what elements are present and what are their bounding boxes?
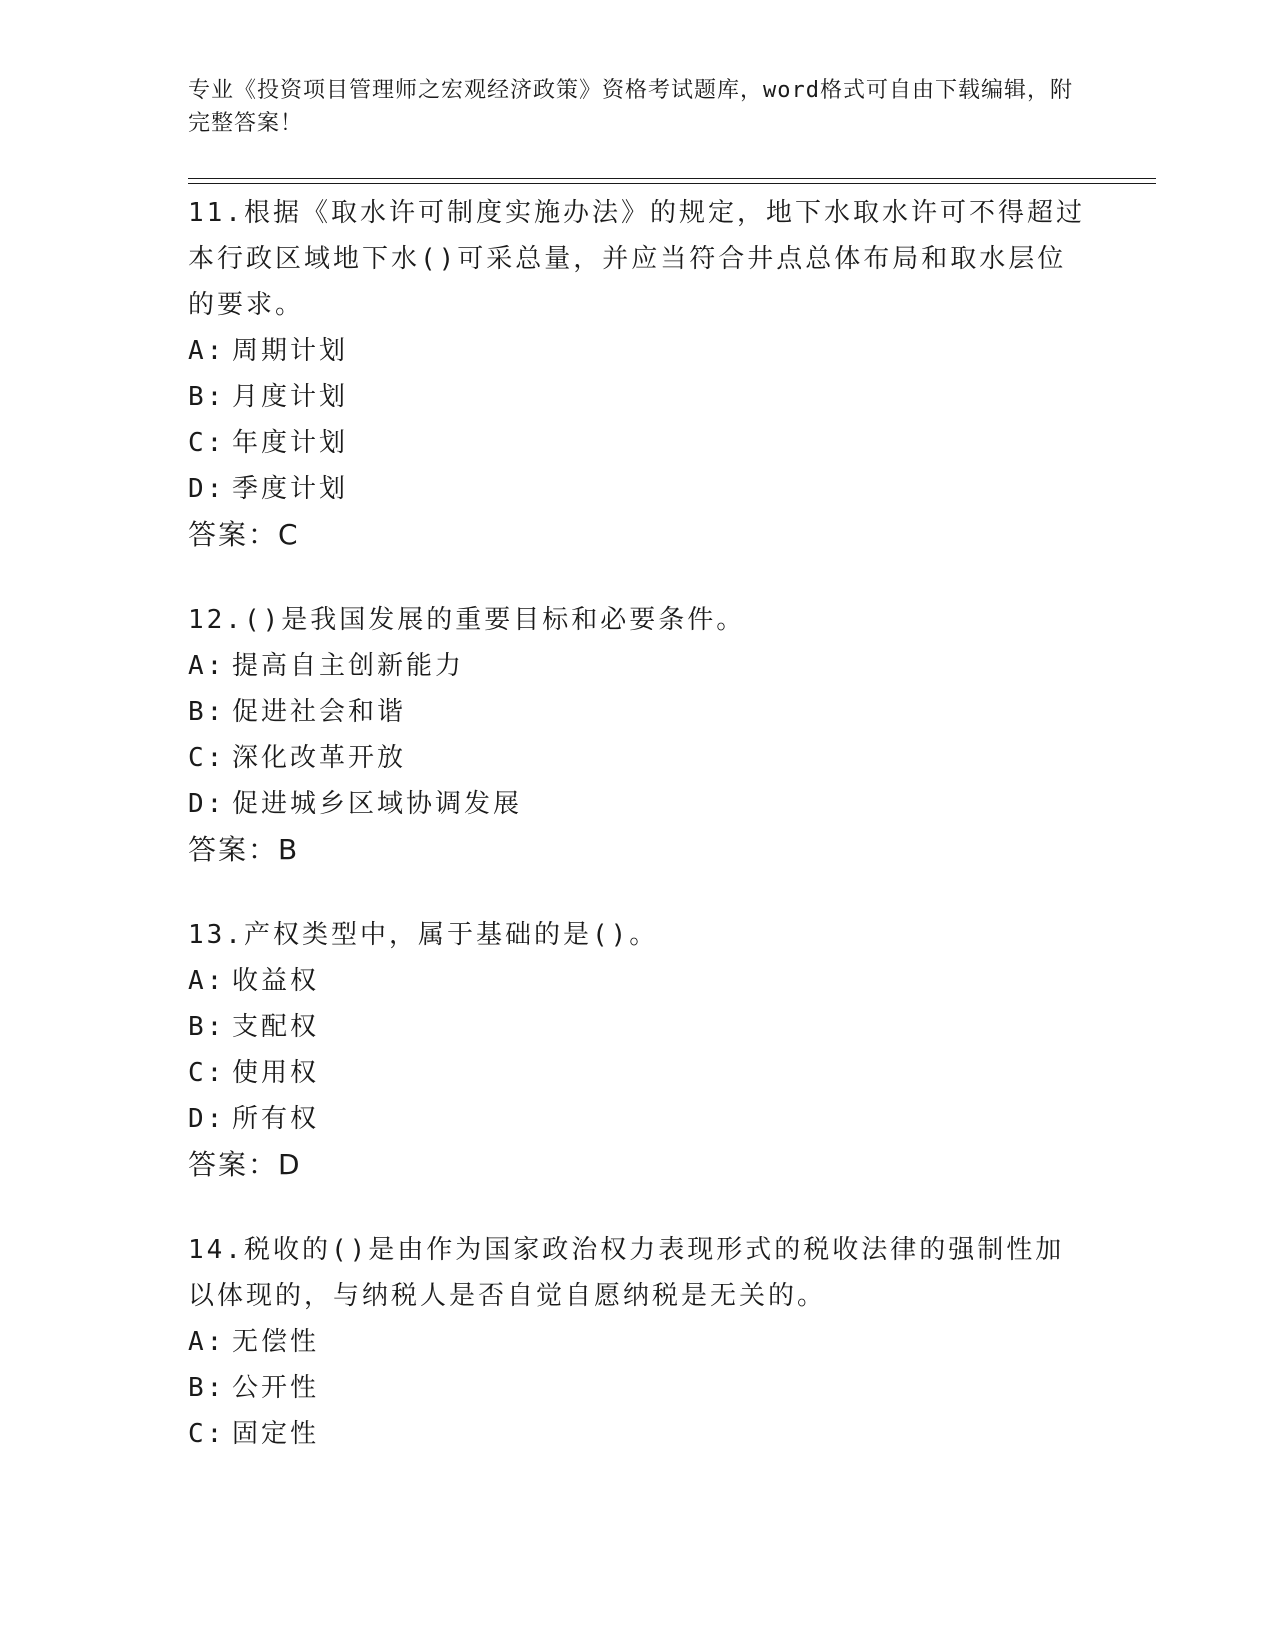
- option-text: 固定性: [232, 1419, 320, 1449]
- option-letter: A:: [188, 651, 226, 681]
- option-letter: A:: [188, 336, 226, 366]
- option-text: 公开性: [232, 1373, 320, 1403]
- option-letter: B:: [188, 1373, 226, 1403]
- option-letter: A:: [188, 1327, 226, 1357]
- question-stem: 11.根据《取水许可制度实施办法》的规定，地下水取水许可不得超过本行政区域地下水()可采总量，并应当符合井点总体布局和取水层位的要求。: [188, 198, 1085, 320]
- question-list: [188, 190, 1088, 1496]
- answer-line: 答案：C: [188, 518, 300, 551]
- option-d: [188, 781, 1088, 827]
- option-letter: D:: [188, 789, 226, 819]
- option-d: [188, 1096, 1088, 1142]
- option-d: [188, 466, 1088, 512]
- question-stem: 14.税收的()是由作为国家政治权力表现形式的税收法律的强制性加以体现的，与纳税人是否自觉自愿纳税是无关的。: [188, 1235, 1065, 1311]
- option-b: [188, 1365, 1088, 1411]
- question-14: [188, 1227, 1088, 1457]
- option-letter: A:: [188, 966, 226, 996]
- option-c: [188, 1050, 1088, 1096]
- question-12: [188, 597, 1088, 873]
- option-text: 促进城乡区域协调发展: [232, 789, 523, 819]
- option-letter: B:: [188, 382, 226, 412]
- header-divider-bottom: [188, 183, 1156, 184]
- answer-line: 答案：D: [188, 1148, 302, 1181]
- option-text: 使用权: [232, 1058, 320, 1088]
- option-a: [188, 328, 1088, 374]
- option-text: 所有权: [232, 1104, 320, 1134]
- option-b: [188, 374, 1088, 420]
- option-letter: D:: [188, 474, 226, 504]
- option-c: [188, 1411, 1088, 1457]
- option-letter: C:: [188, 743, 226, 773]
- header-divider-top: [188, 178, 1156, 179]
- question-13: [188, 912, 1088, 1188]
- option-letter: C:: [188, 1058, 226, 1088]
- option-letter: D:: [188, 1104, 226, 1134]
- document-header: 专业《投资项目管理师之宏观经济政策》资格考试题库，word格式可自由下载编辑，附完整答案！: [188, 78, 1073, 136]
- option-text: 收益权: [232, 966, 320, 996]
- option-letter: B:: [188, 697, 226, 727]
- answer-line: 答案：B: [188, 833, 300, 866]
- option-letter: B:: [188, 1012, 226, 1042]
- option-text: 深化改革开放: [232, 743, 407, 773]
- option-text: 无偿性: [232, 1327, 320, 1357]
- option-a: [188, 958, 1088, 1004]
- option-b: [188, 689, 1088, 735]
- option-b: [188, 1004, 1088, 1050]
- option-text: 支配权: [232, 1012, 320, 1042]
- question-stem: 12.()是我国发展的重要目标和必要条件。: [188, 605, 746, 635]
- option-a: [188, 1319, 1088, 1365]
- option-text: 季度计划: [232, 474, 349, 504]
- option-c: [188, 735, 1088, 781]
- option-text: 周期计划: [232, 336, 349, 366]
- option-text: 促进社会和谐: [232, 697, 407, 727]
- option-letter: C:: [188, 1419, 226, 1449]
- option-text: 年度计划: [232, 428, 349, 458]
- option-letter: C:: [188, 428, 226, 458]
- option-c: [188, 420, 1088, 466]
- question-stem: 13.产权类型中，属于基础的是()。: [188, 920, 659, 950]
- option-text: 月度计划: [232, 382, 349, 412]
- question-11: [188, 190, 1088, 558]
- option-a: [188, 643, 1088, 689]
- option-text: 提高自主创新能力: [232, 651, 465, 681]
